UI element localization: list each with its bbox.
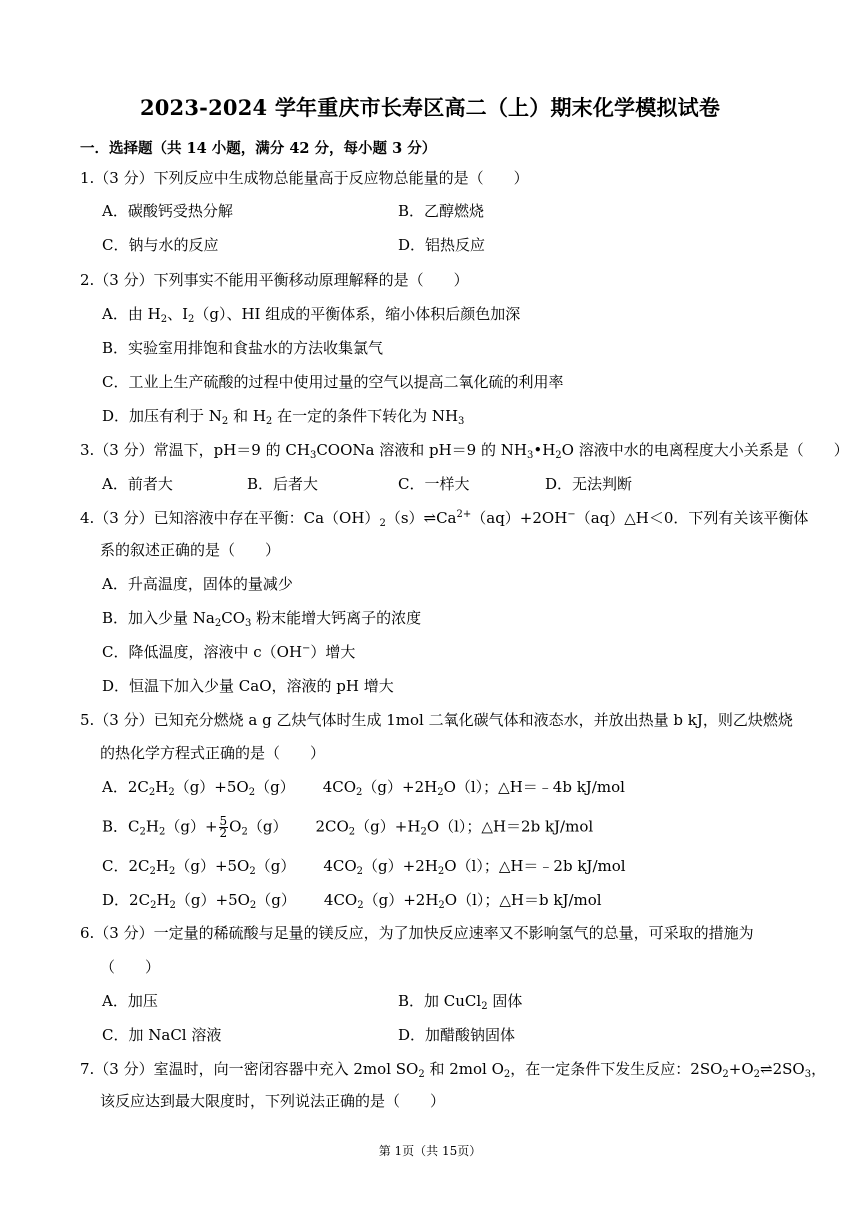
question-5-option-d: D．$2C_2H_2(g)+5O_2(g)$ $4CO_2(g)+2H_2O(l)$；△H＝b kJ/mol (102, 891, 602, 911)
question-3-option-c: C．一样大 (398, 475, 470, 493)
question-5-option-a: A．$2C_2H_2(g)+5O_2(g)$ $4CO_2(g)+2H_2O(l)$；△H＝﹣4b kJ/mol (102, 778, 625, 798)
question-6-option-d: D．加醋酸钠固体 (398, 1026, 516, 1044)
question-6-option-b: B．加 CuCl$_2$ 固体 (398, 992, 523, 1012)
question-3-option-a: A．前者大 (102, 475, 173, 493)
question-1-option-d: D．铝热反应 (398, 236, 486, 254)
page-footer: 第 1页（共 15页） (378, 1144, 482, 1158)
question-6-stem-continued: （ ） (100, 958, 161, 976)
question-1-stem: 1.（3 分）下列反应中生成物总能量高于反应物总能量的是（ ） (80, 169, 529, 187)
question-6-option-a: A．加压 (102, 992, 158, 1010)
question-5-option-b: B．$C_2H_2(g)+$ $\frac{5}{2}$ $O_2(g)$ $2CO_2(g)+H_2O(l)$；△H＝2b kJ/mol (102, 814, 594, 840)
fraction-five-halves: $\frac{5}{2}$ (219, 814, 228, 840)
question-2-stem: 2.（3 分）下列事实不能用平衡移动原理解释的是（ ） (80, 271, 469, 289)
question-3-stem: 3.（3 分）常温下，pH＝9 的 $CH_3COONa$ 溶液和 pH＝9 的 $NH_3•H_2O$ 溶液中水的电离程度大小关系是（ ） (80, 441, 849, 461)
question-7-stem: 7.（3 分）室温时，向一密闭容器中充入 2mol $SO_2$ 和 2mol $O_2$，在一定条件下发生反应：$2SO_2+O_2\rightleftharpoons 2SO_3$， (80, 1060, 827, 1080)
question-6-option-c: C．加 NaCl 溶液 (102, 1026, 222, 1044)
question-4-option-c: C．降低温度，溶液中 c（OH−）增大 (102, 643, 356, 661)
question-5-stem: 5.（3 分）已知充分燃烧 a g 乙炔气体时生成 1mol 二氧化碳气体和液态水，并放出热量 b kJ，则乙炔燃烧 (80, 711, 793, 729)
question-4-option-d: D．恒温下加入少量 CaO，溶液的 pH 增大 (102, 677, 394, 695)
section-heading: 一．选择题（共 14 小题，满分 42 分，每小题 3 分） (80, 140, 437, 157)
question-6-stem: 6.（3 分）一定量的稀硫酸与足量的镁反应，为了加快反应速率又不影响氢气的总量，可采取的措施为 (80, 924, 754, 942)
question-4-option-a: A．升高温度，固体的量减少 (102, 575, 293, 593)
question-3-option-b: B．后者大 (247, 475, 319, 493)
question-1-option-b: B．乙醇燃烧 (398, 202, 485, 220)
question-1-option-c: C．钠与水的反应 (102, 236, 219, 254)
question-5-option-c: C．$2C_2H_2(g)+5O_2(g)$ $4CO_2(g)+2H_2O(l)$；△H＝﹣2b kJ/mol (102, 857, 626, 877)
question-4-stem: 4.（3 分）已知溶液中存在平衡：$Ca(OH)_2(s)\rightleftharpoons Ca^{2+}(aq)+2OH^-(aq)\triangle H<0$．下列有关该平衡体 (80, 509, 809, 529)
question-3-option-d: D．无法判断 (545, 475, 633, 493)
question-7-stem-continued: 该反应达到最大限度时，下列说法正确的是（ ） (100, 1092, 446, 1110)
question-5-stem-continued: 的热化学方程式正确的是（ ） (100, 744, 326, 762)
question-2-option-b: B．实验室用排饱和食盐水的方法收集氯气 (102, 339, 384, 357)
question-2-option-c: C．工业上生产硫酸的过程中使用过量的空气以提高二氧化硫的利用率 (102, 373, 564, 391)
question-2-option-a: A．由 $H_2$、$I_2(g)$、HI 组成的平衡体系，缩小体积后颜色加深 (102, 305, 521, 325)
question-4-option-b: B．加入少量 $Na_2CO_3$ 粉末能增大钙离子的浓度 (102, 609, 422, 629)
question-1-option-a: A．碳酸钙受热分解 (102, 202, 233, 220)
page-title: 2023-2024 学年重庆市长寿区高二（上）期末化学模拟试卷 (139, 95, 721, 120)
question-2-option-d: D．加压有利于 $N_2$ 和 $H_2$ 在一定的条件下转化为 $NH_3$ (102, 407, 465, 427)
question-4-stem-continued: 系的叙述正确的是（ ） (100, 541, 281, 559)
